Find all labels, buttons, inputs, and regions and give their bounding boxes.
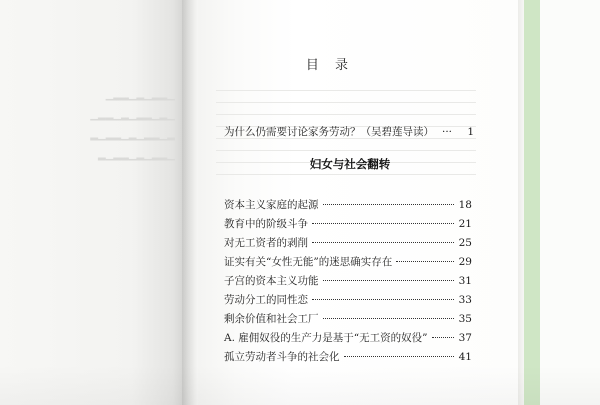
toc-entry-page: 29 — [458, 256, 472, 268]
toc-entry — [224, 273, 472, 291]
toc-entry-page: 31 — [458, 275, 472, 287]
toc-entry-page: 41 — [458, 351, 472, 363]
toc-entry — [224, 349, 472, 367]
toc-entry-label: A. 雇佣奴役的生产力是基于“无工资的奴役” — [224, 332, 428, 344]
toc-entry — [224, 254, 472, 272]
toc-entry-page: 33 — [458, 294, 472, 306]
toc-leader-dots — [432, 337, 455, 338]
toc-entry-label: 为什么仍需要讨论家务劳动？（吴碧莲导读） — [224, 126, 434, 138]
toc-entry-page: 1 — [467, 126, 474, 138]
toc-leader-dots — [323, 318, 455, 319]
toc-entry-page: 37 — [458, 332, 472, 344]
toc-entry-label: 证实有关“女性无能”的迷思确实存在 — [224, 256, 393, 268]
toc-entry-label: 孤立劳动者斗争的社会化 — [224, 351, 340, 363]
toc-entry-label: 资本主义家庭的起源 — [224, 199, 319, 211]
toc-entry — [224, 235, 472, 253]
toc-entry-page: 21 — [458, 218, 472, 230]
toc-leader-dots — [323, 204, 455, 205]
toc-leader-dots — [323, 280, 455, 281]
toc-entry-label: 教育中的阶级斗争 — [224, 218, 308, 230]
toc-entry — [224, 311, 472, 329]
toc-leader-dots — [344, 356, 455, 357]
toc-entry — [224, 197, 472, 215]
toc-entry-page: 35 — [458, 313, 472, 325]
toc-entry — [224, 292, 472, 310]
left-page — [0, 0, 188, 405]
toc-leader: ··· — [442, 126, 453, 138]
toc-leader-dots — [396, 261, 454, 262]
toc-entry-label: 劳动分工的同性恋 — [224, 294, 308, 306]
toc-title: 目 录 — [305, 58, 355, 73]
toc-intro-entry — [224, 124, 472, 142]
toc-entry — [224, 330, 472, 348]
section-heading: 妇女与社会翻转 — [309, 157, 391, 171]
toc-entry-label: 对无工资者的剥削 — [224, 237, 308, 249]
toc-entry-label: 剩余价值和社会工厂 — [224, 313, 319, 325]
toc-leader-dots — [312, 299, 454, 300]
toc-entry-page: 18 — [458, 199, 472, 211]
show-through-text: ▁▂▂▁▂▁▂▂▁ ▁▂▁▂▂▁▂▁▂▂▁ ▂▁▂▂▁▂▁▂▂▁▂ ▁▂▂▁▂▁▂▂▁▂ — [90, 90, 175, 161]
toc-entry-label: 子宫的资本主义功能 — [224, 275, 319, 287]
background-surface — [540, 0, 600, 405]
toc-entry-page: 25 — [458, 237, 472, 249]
toc-leader-dots — [312, 223, 454, 224]
toc-leader-dots — [312, 242, 454, 243]
toc-entry — [224, 216, 472, 234]
